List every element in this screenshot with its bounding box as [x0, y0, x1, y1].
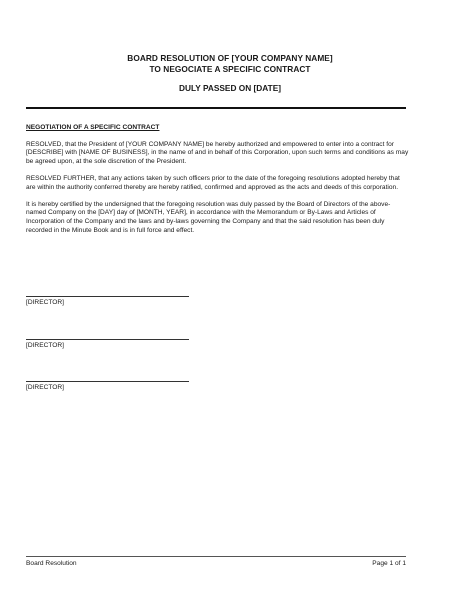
signature-line	[26, 381, 189, 382]
paragraph-certification: It is hereby certified by the undersigned that the foregoing resolution was duly passed by the Board of Directors of the above-named Company on the [DAY] day of [MONTH, YEAR], in accordance with the Memorandum or By-Laws and Articles of Incorporation of the Company and the laws and by-laws governing the Company and that the said resolution has been duly recorded in the Minute Book and is in full force and effect.	[26, 200, 391, 234]
paragraph-resolved: RESOLVED, that the President of [YOUR COMPANY NAME] be hereby authorized and empowered to enter into a contract for [DESCRIBE] with [NAME OF BUSINESS], in the name of and in behalf of this Corporation, upon such terms and conditions as may be agreed upon, at the sole discretion of the President.	[26, 140, 409, 165]
document-body	[26, 124, 410, 244]
document-title	[0, 53, 460, 75]
section-heading: NEGOTIATION OF A SPECIFIC CONTRACT	[26, 124, 160, 131]
signature-block-2	[26, 339, 189, 350]
footer-divider	[26, 556, 406, 557]
signature-line	[26, 296, 189, 297]
document-subtitle: DULY PASSED ON [DATE]	[178, 83, 282, 93]
signature-label: [DIRECTOR]	[26, 384, 64, 391]
footer-page-number: Page 1 of 1	[372, 560, 406, 567]
title-line-1: BOARD RESOLUTION OF [YOUR COMPANY NAME]	[127, 53, 333, 63]
footer-document-name: Board Resolution	[26, 560, 77, 567]
signature-block-3	[26, 381, 189, 392]
signature-label: [DIRECTOR]	[26, 342, 64, 349]
signature-block-1	[26, 296, 189, 307]
header-divider	[26, 107, 406, 109]
title-line-2: TO NEGOCIATE A SPECIFIC CONTRACT	[149, 64, 311, 74]
signature-label: [DIRECTOR]	[26, 299, 64, 306]
signature-line	[26, 339, 189, 340]
paragraph-resolved-further: RESOLVED FURTHER, that any actions taken by such officers prior to the date of the foregoing resolutions adopted hereby that are within the authority conferred thereby are hereby ratified, confirmed and approved as the acts and deeds of this corporation.	[26, 174, 400, 191]
